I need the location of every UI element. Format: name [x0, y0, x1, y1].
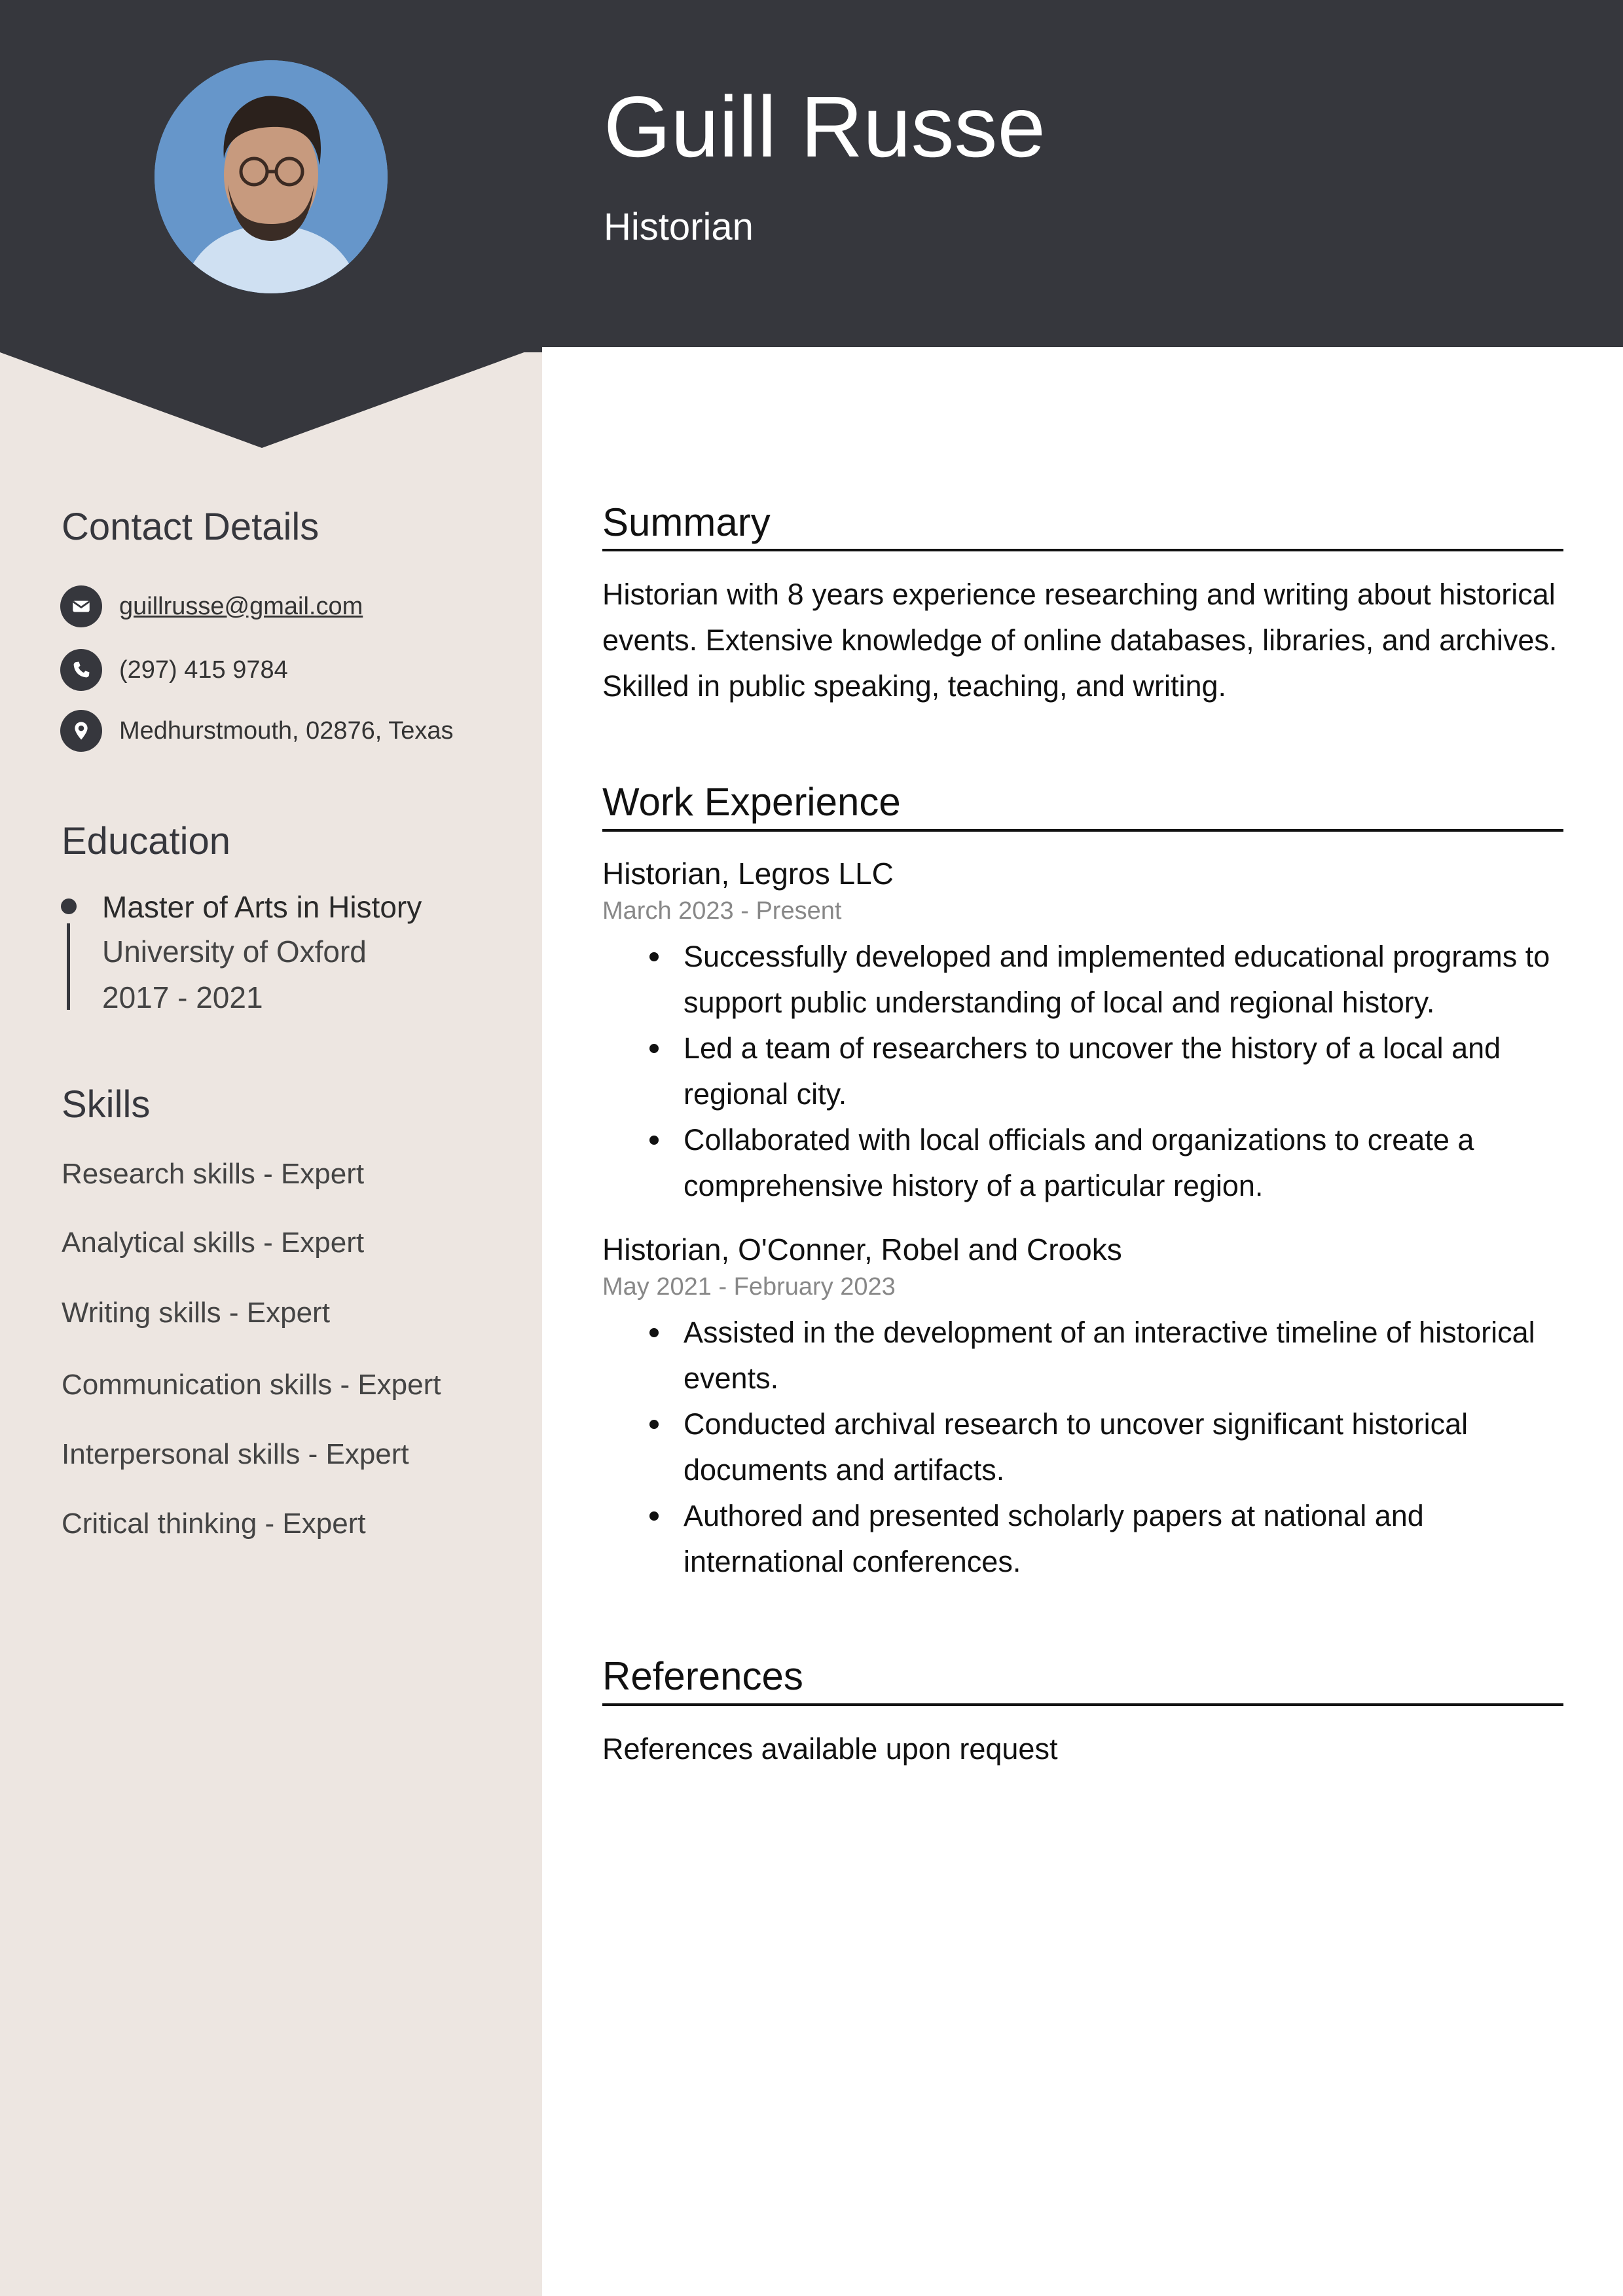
summary-text: Historian with 8 years experience researching and writing about historical events. Extensive knowledge of online databases, libraries, and archives. Skilled in public speaking, teaching, and writing. — [602, 578, 1558, 703]
job-bullet: Collaborated with local officials and organizations to create a comprehensive history of a particular region. — [602, 1117, 1565, 1209]
education-school: University of Oxford — [102, 935, 367, 969]
phone-number: (297) 415 9784 — [119, 656, 288, 684]
job-bullet: Successfully developed and implemented educational programs to support public understanding of local and regional history. — [602, 934, 1565, 1026]
job-bullets — [602, 934, 1565, 1209]
job-title: Historian, O'Conner, Robel and Crooks — [602, 1232, 1122, 1267]
email-link[interactable]: guillrusse@gmail.com — [119, 592, 363, 620]
education-timeline-dot — [61, 898, 77, 914]
education-degree: Master of Arts in History — [102, 890, 422, 924]
skill-item: Interpersonal skills - Expert — [62, 1438, 409, 1470]
job-bullets — [602, 1310, 1565, 1585]
education-timeline-line — [67, 923, 70, 1010]
skill-item: Research skills - Expert — [62, 1158, 365, 1190]
job-bullet: Led a team of researchers to uncover the history of a local and regional city. — [602, 1026, 1565, 1117]
summary-divider — [602, 549, 1563, 551]
envelope-icon — [60, 585, 102, 627]
skill-item: Writing skills - Expert — [62, 1297, 330, 1329]
contact-address-row — [60, 709, 454, 752]
education-heading: Education — [62, 820, 230, 862]
profile-photo — [155, 60, 388, 293]
references-divider — [602, 1703, 1563, 1706]
map-pin-icon — [60, 710, 102, 752]
contact-phone-row — [60, 648, 288, 692]
education-years: 2017 - 2021 — [102, 980, 263, 1014]
header-chevron — [0, 346, 542, 448]
job-dates: May 2021 - February 2023 — [602, 1273, 896, 1301]
skill-item: Critical thinking - Expert — [62, 1508, 366, 1540]
contact-heading: Contact Details — [62, 506, 319, 548]
job-title: Historian, Legros LLC — [602, 857, 894, 891]
contact-email-row — [60, 585, 363, 628]
references-text: References available upon request — [602, 1732, 1058, 1766]
candidate-role: Historian — [604, 206, 754, 248]
phone-icon — [60, 649, 102, 691]
work-heading: Work Experience — [602, 780, 901, 824]
skill-item: Communication skills - Expert — [62, 1369, 441, 1401]
job-bullet: Conducted archival research to uncover significant historical documents and artifacts. — [602, 1401, 1565, 1493]
job-bullet: Assisted in the development of an interactive timeline of historical events. — [602, 1310, 1565, 1401]
references-heading: References — [602, 1654, 803, 1698]
address-text: Medhurstmouth, 02876, Texas — [119, 716, 454, 745]
skill-item: Analytical skills - Expert — [62, 1227, 365, 1259]
work-divider — [602, 829, 1563, 832]
job-bullet: Authored and presented scholarly papers at national and international conferences. — [602, 1493, 1565, 1585]
skills-heading: Skills — [62, 1083, 151, 1126]
summary-heading: Summary — [602, 500, 771, 544]
job-dates: March 2023 - Present — [602, 897, 842, 925]
candidate-name: Guill Russe — [604, 79, 1046, 175]
